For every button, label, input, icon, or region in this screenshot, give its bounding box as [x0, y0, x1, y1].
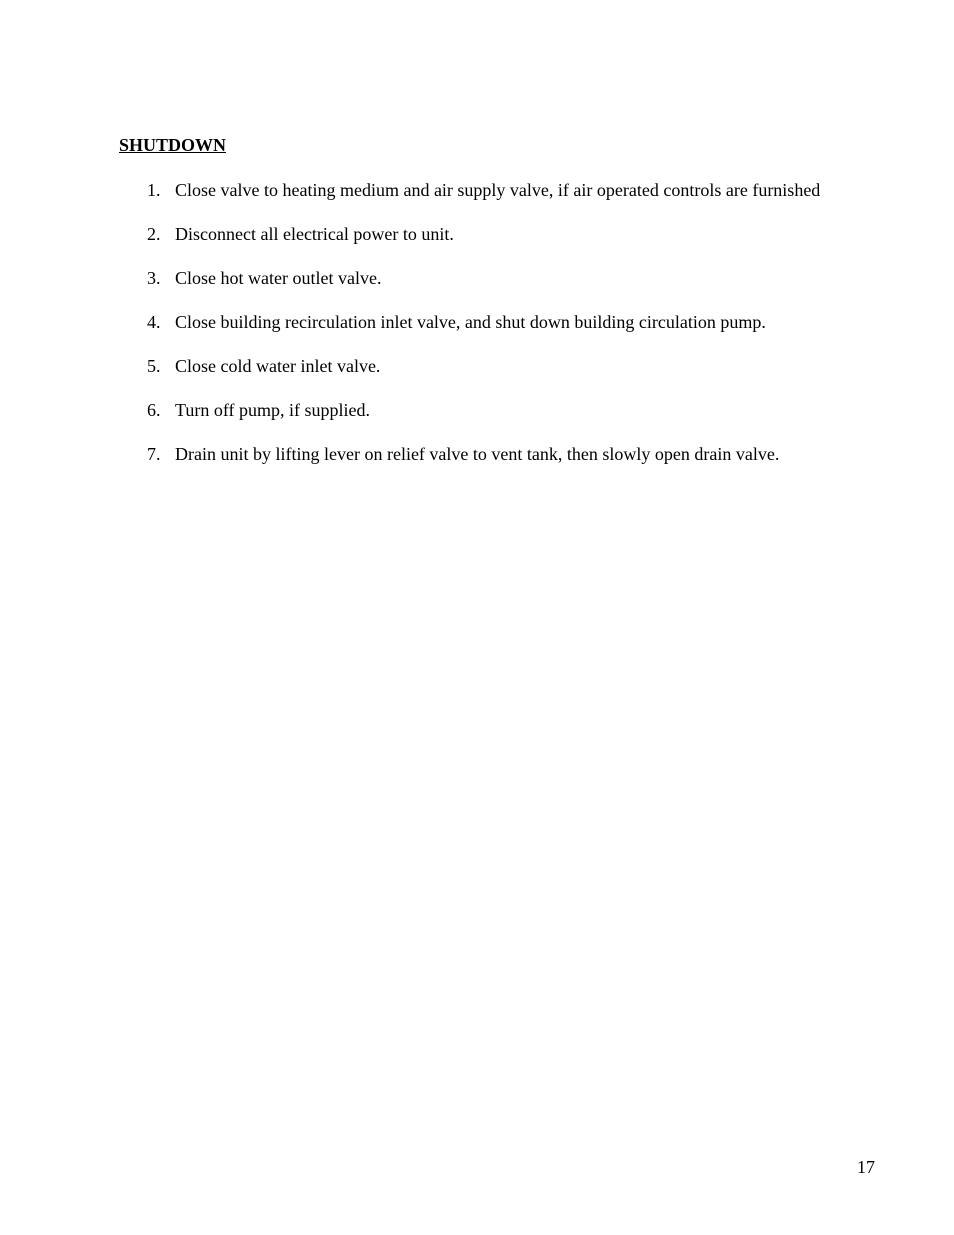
step-number: 2.: [147, 224, 161, 244]
step-text: Close cold water inlet valve.: [175, 356, 381, 376]
step-text: Close valve to heating medium and air supply valve, if air operated controls are furnished: [175, 180, 821, 200]
step-number: 3.: [147, 268, 161, 288]
page-number: 17: [857, 1157, 875, 1177]
step-text: Turn off pump, if supplied.: [175, 400, 371, 420]
step-number: 5.: [147, 356, 161, 376]
step-number: 6.: [147, 400, 161, 420]
step-number: 7.: [147, 444, 161, 464]
step-text: Close hot water outlet valve.: [175, 268, 382, 288]
step-text: Close building recirculation inlet valve, and shut down building circulation pump.: [175, 312, 766, 332]
section-heading: SHUTDOWN: [119, 135, 227, 155]
step-text: Drain unit by lifting lever on relief valve to vent tank, then slowly open drain valve.: [175, 444, 780, 464]
step-number: 4.: [147, 312, 161, 332]
step-text: Disconnect all electrical power to unit.: [175, 224, 454, 244]
step-number: 1.: [147, 180, 161, 200]
